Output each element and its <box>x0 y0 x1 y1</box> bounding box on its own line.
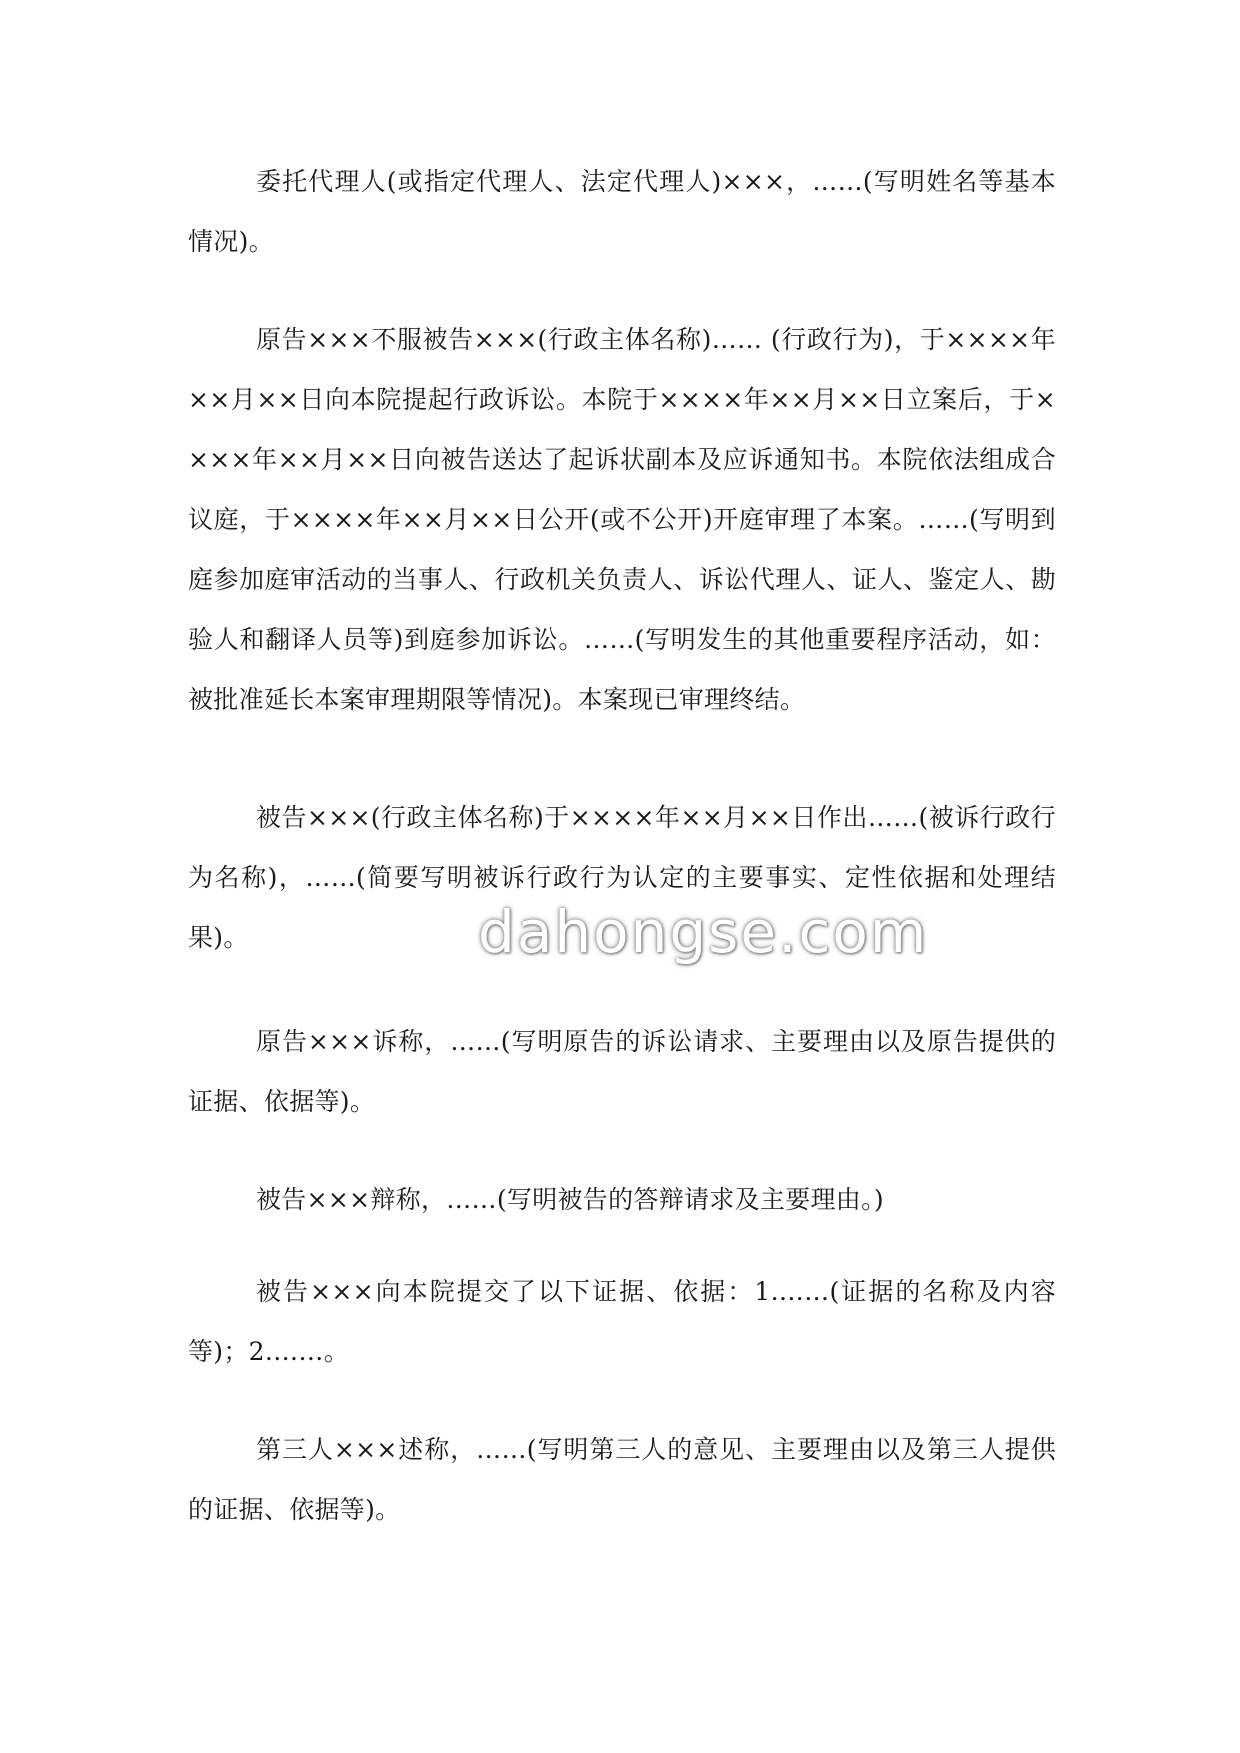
paragraph-agent-info: 委托代理人(或指定代理人、法定代理人)×××，……(写明姓名等基本情况)。 <box>188 167 1056 256</box>
paragraph-third-party-statement: 第三人×××述称，……(写明第三人的意见、主要理由以及第三人提供的证据、依据等)。 <box>188 1435 1056 1524</box>
paragraph-defendant-evidence: 被告×××向本院提交了以下证据、依据：1.……(证据的名称及内容等)；2.……。 <box>188 1277 1056 1366</box>
paragraph-plaintiff-claim: 原告×××诉称，……(写明原告的诉讼请求、主要理由以及原告提供的证据、依据等)。 <box>188 1027 1056 1116</box>
paragraph-case-procedure: 原告×××不服被告×××(行政主体名称)…… (行政行为)，于××××年××月××日向本院提起行政诉讼。本院于××××年××月××日立案后，于××××年××月××日向被告送达了起诉状副本及应诉通知书。本院依法组成合议庭，于××××年××月××日公开(或不公开)开庭审理了本案。……(写明到庭参加庭审活动的当事人、行政机关负责人、诉讼代理人、证人、鉴定人、勘验人和翻译人员等)到庭参加诉讼。……(写明发生的其他重要程序活动，如：被批准延长本案审理期限等情况)。本案现已审理终结。 <box>188 325 1057 714</box>
paragraph-defendant-defense: 被告×××辩称，……(写明被告的答辩请求及主要理由。) <box>256 1185 884 1214</box>
watermark: dahongse.com <box>478 898 929 966</box>
paragraph-defendant-action: 被告×××(行政主体名称)于××××年××月××日作出……(被诉行政行为名称)，……(简要写明被诉行政行为认定的主要事实、定性依据和处理结果)。 <box>188 803 1056 952</box>
